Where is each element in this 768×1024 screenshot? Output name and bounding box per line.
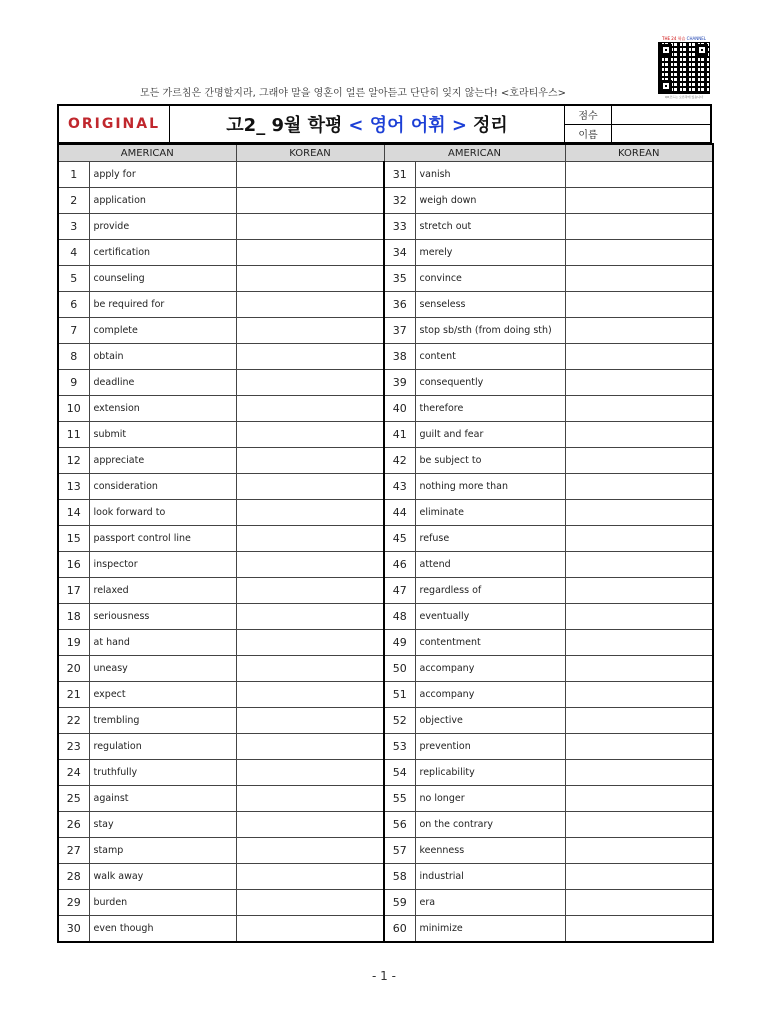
korean-answer-field[interactable] (236, 656, 384, 682)
table-row (58, 916, 713, 943)
korean-answer-field[interactable] (565, 552, 713, 578)
item-number: 14 (58, 500, 89, 526)
table-row (58, 812, 713, 838)
english-word: stamp (89, 838, 236, 864)
item-number: 53 (384, 734, 415, 760)
english-word: merely (415, 240, 565, 266)
korean-answer-field[interactable] (236, 240, 384, 266)
table-row (58, 864, 713, 890)
worksheet-header (57, 104, 712, 144)
korean-answer-field[interactable] (236, 682, 384, 708)
korean-answer-field[interactable] (565, 162, 713, 188)
english-word: against (89, 786, 236, 812)
item-number: 18 (58, 604, 89, 630)
korean-answer-field[interactable] (236, 162, 384, 188)
korean-answer-field[interactable] (565, 396, 713, 422)
korean-answer-field[interactable] (565, 188, 713, 214)
item-number: 15 (58, 526, 89, 552)
korean-answer-field[interactable] (565, 500, 713, 526)
item-number: 26 (58, 812, 89, 838)
korean-answer-field[interactable] (565, 422, 713, 448)
table-row (58, 500, 713, 526)
item-number: 38 (384, 344, 415, 370)
table-row (58, 240, 713, 266)
item-number: 8 (58, 344, 89, 370)
korean-answer-field[interactable] (565, 838, 713, 864)
english-word: nothing more than (415, 474, 565, 500)
english-word: expect (89, 682, 236, 708)
item-number: 55 (384, 786, 415, 812)
score-field[interactable] (612, 106, 710, 124)
english-word: keenness (415, 838, 565, 864)
korean-answer-field[interactable] (236, 812, 384, 838)
table-header-row (58, 144, 713, 162)
english-word: stop sb/sth (from doing sth) (415, 318, 565, 344)
score-name-box (564, 106, 710, 142)
english-word: look forward to (89, 500, 236, 526)
korean-answer-field[interactable] (236, 552, 384, 578)
column-header-american-right: AMERICAN (384, 144, 565, 162)
item-number: 32 (384, 188, 415, 214)
table-row (58, 474, 713, 500)
english-word: era (415, 890, 565, 916)
english-word: objective (415, 708, 565, 734)
item-number: 37 (384, 318, 415, 344)
item-number: 39 (384, 370, 415, 396)
english-word: no longer (415, 786, 565, 812)
table-row (58, 604, 713, 630)
english-word: refuse (415, 526, 565, 552)
item-number: 31 (384, 162, 415, 188)
korean-answer-field[interactable] (236, 214, 384, 240)
korean-answer-field[interactable] (236, 188, 384, 214)
english-word: on the contrary (415, 812, 565, 838)
korean-answer-field[interactable] (236, 786, 384, 812)
item-number: 30 (58, 916, 89, 943)
item-number: 21 (58, 682, 89, 708)
english-word: minimize (415, 916, 565, 943)
item-number: 60 (384, 916, 415, 943)
qr-brand: THE 24 학습 CHANNEL (662, 36, 706, 41)
english-word: senseless (415, 292, 565, 318)
english-word: complete (89, 318, 236, 344)
table-row (58, 890, 713, 916)
korean-answer-field[interactable] (565, 474, 713, 500)
korean-answer-field[interactable] (236, 396, 384, 422)
table-row (58, 344, 713, 370)
item-number: 44 (384, 500, 415, 526)
english-word: provide (89, 214, 236, 240)
item-number: 34 (384, 240, 415, 266)
english-word: certification (89, 240, 236, 266)
korean-answer-field[interactable] (565, 786, 713, 812)
english-word: eliminate (415, 500, 565, 526)
english-word: even though (89, 916, 236, 943)
korean-answer-field[interactable] (236, 578, 384, 604)
english-word: vanish (415, 162, 565, 188)
korean-answer-field[interactable] (236, 630, 384, 656)
english-word: therefore (415, 396, 565, 422)
english-word: trembling (89, 708, 236, 734)
korean-answer-field[interactable] (565, 448, 713, 474)
korean-answer-field[interactable] (565, 292, 713, 318)
item-number: 22 (58, 708, 89, 734)
korean-answer-field[interactable] (565, 656, 713, 682)
korean-answer-field[interactable] (565, 916, 713, 943)
english-word: consequently (415, 370, 565, 396)
korean-answer-field[interactable] (236, 318, 384, 344)
korean-answer-field[interactable] (565, 240, 713, 266)
table-row (58, 292, 713, 318)
english-word: appreciate (89, 448, 236, 474)
item-number: 33 (384, 214, 415, 240)
item-number: 12 (58, 448, 89, 474)
item-number: 27 (58, 838, 89, 864)
item-number: 24 (58, 760, 89, 786)
korean-answer-field[interactable] (236, 890, 384, 916)
score-label: 점수 (565, 106, 612, 124)
item-number: 50 (384, 656, 415, 682)
english-word: truthfully (89, 760, 236, 786)
item-number: 2 (58, 188, 89, 214)
item-number: 47 (384, 578, 415, 604)
korean-answer-field[interactable] (565, 344, 713, 370)
korean-answer-field[interactable] (565, 890, 713, 916)
english-word: submit (89, 422, 236, 448)
english-word: industrial (415, 864, 565, 890)
vocabulary-table (57, 143, 714, 943)
table-row (58, 318, 713, 344)
english-word: stretch out (415, 214, 565, 240)
korean-answer-field[interactable] (565, 214, 713, 240)
english-word: attend (415, 552, 565, 578)
item-number: 7 (58, 318, 89, 344)
korean-answer-field[interactable] (565, 630, 713, 656)
korean-answer-field[interactable] (236, 838, 384, 864)
item-number: 48 (384, 604, 415, 630)
item-number: 59 (384, 890, 415, 916)
english-word: extension (89, 396, 236, 422)
english-word: prevention (415, 734, 565, 760)
item-number: 51 (384, 682, 415, 708)
column-header-korean-left: KOREAN (236, 144, 384, 162)
original-label: ORIGINAL (59, 106, 170, 142)
item-number: 17 (58, 578, 89, 604)
item-number: 23 (58, 734, 89, 760)
english-word: weigh down (415, 188, 565, 214)
title-end: 정리 (472, 115, 508, 136)
name-field[interactable] (612, 125, 710, 143)
english-word: regardless of (415, 578, 565, 604)
korean-answer-field[interactable] (565, 526, 713, 552)
item-number: 56 (384, 812, 415, 838)
korean-answer-field[interactable] (565, 682, 713, 708)
item-number: 1 (58, 162, 89, 188)
english-word: counseling (89, 266, 236, 292)
korean-answer-field[interactable] (236, 760, 384, 786)
item-number: 36 (384, 292, 415, 318)
item-number: 52 (384, 708, 415, 734)
item-number: 45 (384, 526, 415, 552)
korean-answer-field[interactable] (236, 266, 384, 292)
english-word: be subject to (415, 448, 565, 474)
english-word: application (89, 188, 236, 214)
english-word: at hand (89, 630, 236, 656)
korean-answer-field[interactable] (565, 578, 713, 604)
item-number: 41 (384, 422, 415, 448)
item-number: 46 (384, 552, 415, 578)
korean-answer-field[interactable] (565, 604, 713, 630)
english-word: be required for (89, 292, 236, 318)
korean-answer-field[interactable] (565, 760, 713, 786)
korean-answer-field[interactable] (236, 708, 384, 734)
english-word: stay (89, 812, 236, 838)
item-number: 4 (58, 240, 89, 266)
item-number: 19 (58, 630, 89, 656)
korean-answer-field[interactable] (236, 864, 384, 890)
table-row (58, 786, 713, 812)
item-number: 49 (384, 630, 415, 656)
korean-answer-field[interactable] (236, 344, 384, 370)
title-accent: < 영어 어휘 > (348, 115, 467, 136)
item-number: 5 (58, 266, 89, 292)
english-word: replicability (415, 760, 565, 786)
korean-answer-field[interactable] (236, 292, 384, 318)
table-row (58, 526, 713, 552)
english-word: walk away (89, 864, 236, 890)
item-number: 13 (58, 474, 89, 500)
table-row (58, 214, 713, 240)
item-number: 40 (384, 396, 415, 422)
korean-answer-field[interactable] (565, 734, 713, 760)
item-number: 28 (58, 864, 89, 890)
english-word: convince (415, 266, 565, 292)
korean-answer-field[interactable] (565, 370, 713, 396)
korean-answer-field[interactable] (236, 526, 384, 552)
english-word: accompany (415, 682, 565, 708)
table-row (58, 396, 713, 422)
english-word: seriousness (89, 604, 236, 630)
item-number: 42 (384, 448, 415, 474)
title-main: 고2_ 9월 학평 (226, 115, 343, 136)
item-number: 16 (58, 552, 89, 578)
english-word: relaxed (89, 578, 236, 604)
korean-answer-field[interactable] (565, 318, 713, 344)
column-header-korean-right: KOREAN (565, 144, 713, 162)
korean-answer-field[interactable] (565, 812, 713, 838)
english-word: contentment (415, 630, 565, 656)
item-number: 58 (384, 864, 415, 890)
english-word: regulation (89, 734, 236, 760)
item-number: 6 (58, 292, 89, 318)
table-row (58, 656, 713, 682)
item-number: 35 (384, 266, 415, 292)
table-row (58, 708, 713, 734)
korean-answer-field[interactable] (236, 916, 384, 943)
item-number: 3 (58, 214, 89, 240)
english-word: burden (89, 890, 236, 916)
korean-answer-field[interactable] (236, 474, 384, 500)
table-row (58, 370, 713, 396)
item-number: 43 (384, 474, 415, 500)
item-number: 11 (58, 422, 89, 448)
item-number: 29 (58, 890, 89, 916)
korean-answer-field[interactable] (236, 604, 384, 630)
table-row (58, 162, 713, 188)
english-word: inspector (89, 552, 236, 578)
table-row (58, 760, 713, 786)
english-word: guilt and fear (415, 422, 565, 448)
table-row (58, 266, 713, 292)
korean-answer-field[interactable] (565, 708, 713, 734)
quote-line: 모든 가르침은 간명할지라, 그래야 말을 영혼이 얼른 알아듣고 단단히 잊지 않는다! <호라티우스> (140, 88, 566, 99)
item-number: 10 (58, 396, 89, 422)
item-number: 9 (58, 370, 89, 396)
table-row (58, 734, 713, 760)
english-word: passport control line (89, 526, 236, 552)
english-word: uneasy (89, 656, 236, 682)
name-label: 이름 (565, 125, 612, 143)
english-word: obtain (89, 344, 236, 370)
english-word: accompany (415, 656, 565, 682)
korean-answer-field[interactable] (236, 734, 384, 760)
table-row (58, 188, 713, 214)
item-number: 57 (384, 838, 415, 864)
item-number: 20 (58, 656, 89, 682)
table-row (58, 578, 713, 604)
english-word: deadline (89, 370, 236, 396)
table-row (58, 552, 713, 578)
column-header-american-left: AMERICAN (58, 144, 236, 162)
table-row (58, 448, 713, 474)
table-row (58, 682, 713, 708)
english-word: consideration (89, 474, 236, 500)
english-word: eventually (415, 604, 565, 630)
worksheet-title (170, 106, 564, 142)
korean-answer-field[interactable] (236, 422, 384, 448)
korean-answer-field[interactable] (236, 448, 384, 474)
korean-answer-field[interactable] (565, 864, 713, 890)
korean-answer-field[interactable] (565, 266, 713, 292)
table-row (58, 838, 713, 864)
item-number: 25 (58, 786, 89, 812)
korean-answer-field[interactable] (236, 370, 384, 396)
korean-answer-field[interactable] (236, 500, 384, 526)
qr-footer: QR코드는 오른쪽에 있습니다 (664, 95, 704, 99)
table-row (58, 630, 713, 656)
page-number: - 1 - (372, 969, 396, 983)
item-number: 54 (384, 760, 415, 786)
english-word: apply for (89, 162, 236, 188)
english-word: content (415, 344, 565, 370)
table-row (58, 422, 713, 448)
